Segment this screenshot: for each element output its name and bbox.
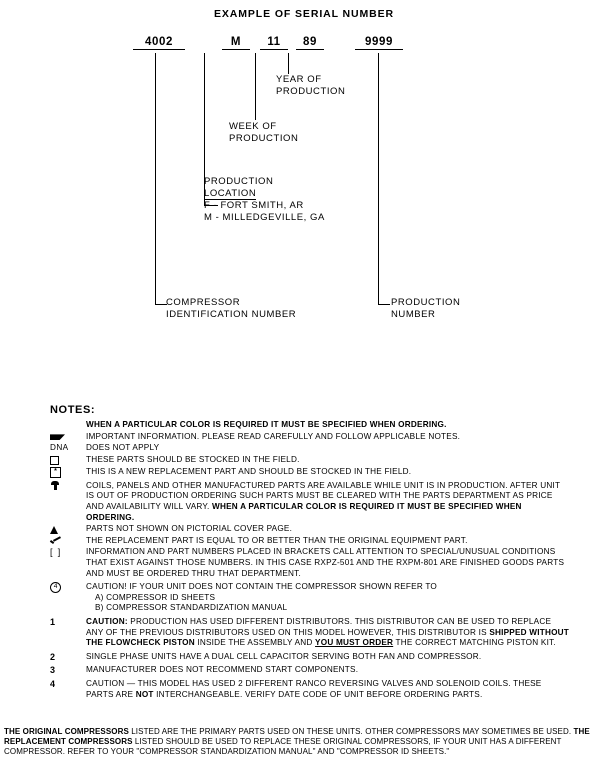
notes-section bbox=[50, 404, 570, 701]
numbered-note-item bbox=[50, 665, 570, 676]
note-item bbox=[50, 467, 570, 478]
callout-compressor-identification bbox=[166, 297, 296, 320]
callout-prodnum-line1: PRODUCTION bbox=[391, 297, 461, 308]
callout-compressor-line1: COMPRESSOR bbox=[166, 297, 241, 308]
leader-line-production-number bbox=[378, 53, 379, 304]
callout-production-location bbox=[204, 176, 325, 223]
callout-week-line2: PRODUCTION bbox=[229, 132, 299, 144]
note-item bbox=[50, 524, 570, 535]
note-text: PARTS NOT SHOWN ON PICTORIAL COVER PAGE. bbox=[86, 524, 293, 534]
boxed-asterisk-icon: * bbox=[50, 467, 61, 478]
note-symbol bbox=[50, 455, 86, 466]
callout-compressor-line2: IDENTIFICATION NUMBER bbox=[166, 308, 297, 320]
note-number: 3 bbox=[50, 665, 56, 676]
dna-label: DNA bbox=[50, 443, 69, 453]
note-symbol bbox=[50, 467, 86, 478]
note-item bbox=[50, 582, 570, 614]
note-item bbox=[50, 455, 570, 466]
page-title: EXAMPLE OF SERIAL NUMBER bbox=[213, 8, 395, 20]
note-number: 2 bbox=[50, 651, 56, 662]
note-item bbox=[50, 443, 570, 454]
note-symbol bbox=[50, 547, 86, 559]
numbered-note-item bbox=[50, 617, 570, 649]
callout-year-line1: YEAR OF bbox=[276, 74, 322, 85]
numbered-notes-list bbox=[50, 617, 570, 700]
note-text: MANUFACTURER DOES NOT RECOMMEND START COMPONENTS. bbox=[86, 665, 359, 675]
note-text: CAUTION — THIS MODEL HAS USED 2 DIFFERENT RANCO REVERSING VALVES AND SOLENOID COILS. THESE PARTS ARE NOT INTERCHANGEABLE. VERIFY DATE CODE OF UNIT BEFORE ORDERING PARTS. bbox=[86, 678, 542, 699]
callout-year-line2: PRODUCTION bbox=[276, 85, 346, 97]
serial-segment-production-number: 9999 bbox=[355, 36, 403, 50]
checkmark-icon bbox=[50, 537, 61, 545]
note-symbol bbox=[50, 582, 86, 593]
note-number: 4 bbox=[50, 678, 56, 689]
leader-line-compressor-id bbox=[155, 53, 156, 304]
callout-prodnum-line2: NUMBER bbox=[391, 308, 436, 320]
note-item bbox=[50, 547, 570, 579]
callout-week-of-production bbox=[229, 121, 298, 144]
note-text: DOES NOT APPLY bbox=[86, 443, 160, 453]
flag-icon bbox=[50, 434, 65, 440]
serial-segment-week: 11 bbox=[260, 36, 288, 50]
callout-location-option-1: F - FORT SMITH, AR bbox=[204, 200, 304, 211]
numbered-note-item bbox=[50, 679, 570, 700]
footer-note: THE ORIGINAL COMPRESSORS LISTED ARE THE PRIMARY PARTS USED ON THESE UNITS. OTHER COMPRESSORS MAY SOMETIMES BE USED. THE REPLACEMENT COMPRESSORS LISTED SHOULD BE USED TO REPLACE THESE ORIGINAL COMPRESSORS, IF YOUR UNIT HAS A DIFFERENT COMPRESSOR. REFER TO YOUR "COMPRESSOR STANDARDIZATION MANUAL" AND "COMPRESSOR ID SHEETS." bbox=[4, 727, 590, 757]
note-symbol bbox=[50, 443, 86, 454]
callout-year-of-production bbox=[276, 74, 345, 97]
serial-segment-production-location: M bbox=[222, 36, 250, 50]
leader-line-year bbox=[288, 53, 289, 74]
note-item bbox=[50, 432, 570, 443]
leader-line-week bbox=[255, 53, 256, 120]
note-symbol bbox=[50, 432, 86, 443]
note-text: IMPORTANT INFORMATION. PLEASE READ CAREFULLY AND FOLLOW APPLICABLE NOTES. bbox=[86, 431, 461, 441]
note-item bbox=[50, 481, 570, 523]
note-item bbox=[50, 420, 570, 431]
note-number: 1 bbox=[50, 616, 56, 627]
note-text: WHEN A PARTICULAR COLOR IS REQUIRED IT MUST BE SPECIFIED WHEN ORDERING. bbox=[86, 420, 447, 429]
serial-segment-year: 89 bbox=[296, 36, 324, 50]
callout-location-line1: PRODUCTION bbox=[204, 176, 274, 187]
serial-number-diagram bbox=[0, 0, 608, 340]
callout-week-line1: WEEK OF bbox=[229, 121, 277, 132]
notes-heading: NOTES: bbox=[50, 404, 96, 416]
note-symbol bbox=[50, 536, 86, 547]
note-text: SINGLE PHASE UNITS HAVE A DUAL CELL CAPACITOR SERVING BOTH FAN AND COMPRESSOR. bbox=[86, 651, 482, 661]
open-square-icon bbox=[50, 456, 59, 465]
note-text: THESE PARTS SHOULD BE STOCKED IN THE FIELD. bbox=[86, 454, 300, 464]
circled-symbol-icon: 4 bbox=[50, 582, 61, 593]
tee-icon bbox=[50, 481, 60, 490]
callout-production-number bbox=[391, 297, 460, 320]
note-text: CAUTION! IF YOUR UNIT DOES NOT CONTAIN THE COMPRESSOR SHOWN REFER TO A) COMPRESSOR ID SHEETS B) COMPRESSOR STANDARDIZATION MANUAL bbox=[86, 582, 437, 613]
leader-elbow-production-number bbox=[378, 304, 390, 305]
note-text: INFORMATION AND PART NUMBERS PLACED IN BRACKETS CALL ATTENTION TO SPECIAL/UNUSUAL CONDITIONS THAT EXIST AGAINST THOSE NUMBERS. IN THIS CASE RXPZ-501 AND THE RXPM-801 ARE FINISHED GOODS PARTS AND MUST BE ORDERED THRU THAT DEPARTMENT. bbox=[86, 547, 565, 578]
note-text: THE REPLACEMENT PART IS EQUAL TO OR BETTER THAN THE ORIGINAL EQUIPMENT PART. bbox=[86, 535, 468, 545]
brackets-icon: [ ] bbox=[50, 547, 62, 558]
callout-location-option-2: M - MILLEDGEVILLE, GA bbox=[204, 211, 325, 223]
callout-location-line2: LOCATION bbox=[204, 187, 257, 199]
filled-triangle-icon bbox=[50, 526, 58, 534]
note-text: CAUTION: PRODUCTION HAS USED DIFFERENT DISTRIBUTORS. THIS DISTRIBUTOR CAN BE USED TO REPLACE ANY OF THE PREVIOUS DISTRIBUTORS USED ON THIS MODEL HOWEVER, THIS DISTRIBUTOR IS SHIPPED WITHOUT THE FLOWCHECK PISTON INSIDE THE ASSEMBLY AND YOU MUST ORDER THE CORRECT MATCHING PISTON KIT. bbox=[86, 616, 570, 648]
note-item bbox=[50, 536, 570, 547]
note-symbol bbox=[50, 481, 86, 492]
note-text: THIS IS A NEW REPLACEMENT PART AND SHOULD BE STOCKED IN THE FIELD. bbox=[86, 466, 412, 476]
numbered-note-item bbox=[50, 652, 570, 663]
notes-list bbox=[50, 420, 570, 614]
note-text: COILS, PANELS AND OTHER MANUFACTURED PARTS ARE AVAILABLE WHILE UNIT IS IN PRODUCTION. AFTER UNIT IS OUT OF PRODUCTION ORDERING SUCH PARTS MUST BE CLEARED WITH THE PARTS DEPARTMENT AS PRICE AND AVAILABILITY WILL VARY. WHEN A PARTICULAR COLOR IS REQUIRED IT MUST BE SPECIFIED WHEN ORDERING. bbox=[86, 480, 561, 522]
serial-segment-compressor-id: 4002 bbox=[133, 36, 185, 50]
note-symbol bbox=[50, 524, 86, 535]
